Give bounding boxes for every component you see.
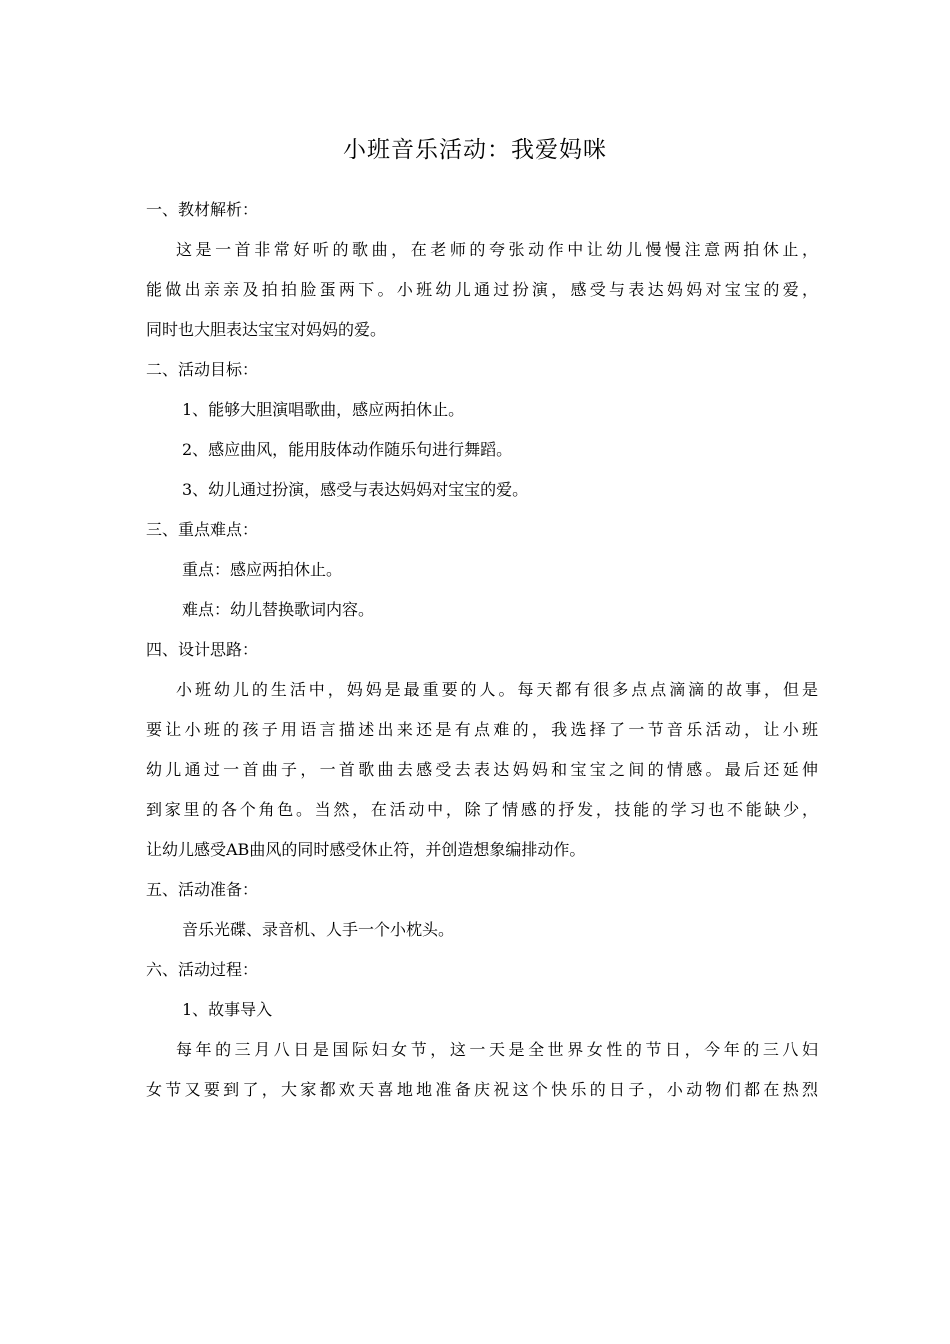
paragraph-line: 到家里的各个角色。当然，在活动中，除了情感的抒发，技能的学习也不能缺少， — [146, 800, 818, 819]
list-item: 1、故事导入 — [182, 1000, 273, 1019]
paragraph-line: 同时也大胆表达宝宝对妈妈的爱。 — [146, 320, 387, 339]
list-item: 重点：感应两拍休止。 — [182, 560, 343, 579]
section-heading: 一、教材解析： — [146, 200, 259, 219]
paragraph-line: 要让小班的孩子用语言描述出来还是有点难的，我选择了一节音乐活动，让小班 — [146, 720, 818, 739]
paragraph-line: 能做出亲亲及拍拍脸蛋两下。小班幼儿通过扮演，感受与表达妈妈对宝宝的爱， — [146, 280, 818, 299]
list-item: 难点：幼儿替换歌词内容。 — [182, 600, 375, 619]
list-item: 音乐光碟、录音机、人手一个小枕头。 — [182, 920, 455, 939]
section-heading: 五、活动准备： — [146, 880, 259, 899]
paragraph-line: 这是一首非常好听的歌曲，在老师的夸张动作中让幼儿慢慢注意两拍休止， — [176, 240, 818, 259]
paragraph-line: 幼儿通过一首曲子，一首歌曲去感受去表达妈妈和宝宝之间的情感。最后还延伸 — [146, 760, 818, 779]
section-heading: 二、活动目标： — [146, 360, 259, 379]
section-heading: 四、设计思路： — [146, 640, 259, 659]
paragraph-line: 小班幼儿的生活中，妈妈是最重要的人。每天都有很多点点滴滴的故事，但是 — [176, 680, 818, 699]
list-item: 1、能够大胆演唱歌曲，感应两拍休止。 — [182, 400, 465, 419]
paragraph-line: 女节又要到了，大家都欢天喜地地准备庆祝这个快乐的日子，小动物们都在热烈 — [146, 1080, 818, 1099]
paragraph-line: 让幼儿感受AB曲风的同时感受休止符，并创造想象编排动作。 — [146, 840, 586, 859]
document-body — [146, 190, 818, 1110]
list-item: 3、幼儿通过扮演，感受与表达妈妈对宝宝的爱。 — [182, 480, 529, 499]
section-heading: 六、活动过程： — [146, 960, 259, 979]
list-item: 2、感应曲风，能用肢体动作随乐句进行舞蹈。 — [182, 440, 513, 459]
document-title: 小班音乐活动：我爱妈咪 — [343, 137, 607, 163]
section-heading: 三、重点难点： — [146, 520, 259, 539]
paragraph-line: 每年的三月八日是国际妇女节，这一天是全世界女性的节日，今年的三八妇 — [176, 1040, 818, 1059]
